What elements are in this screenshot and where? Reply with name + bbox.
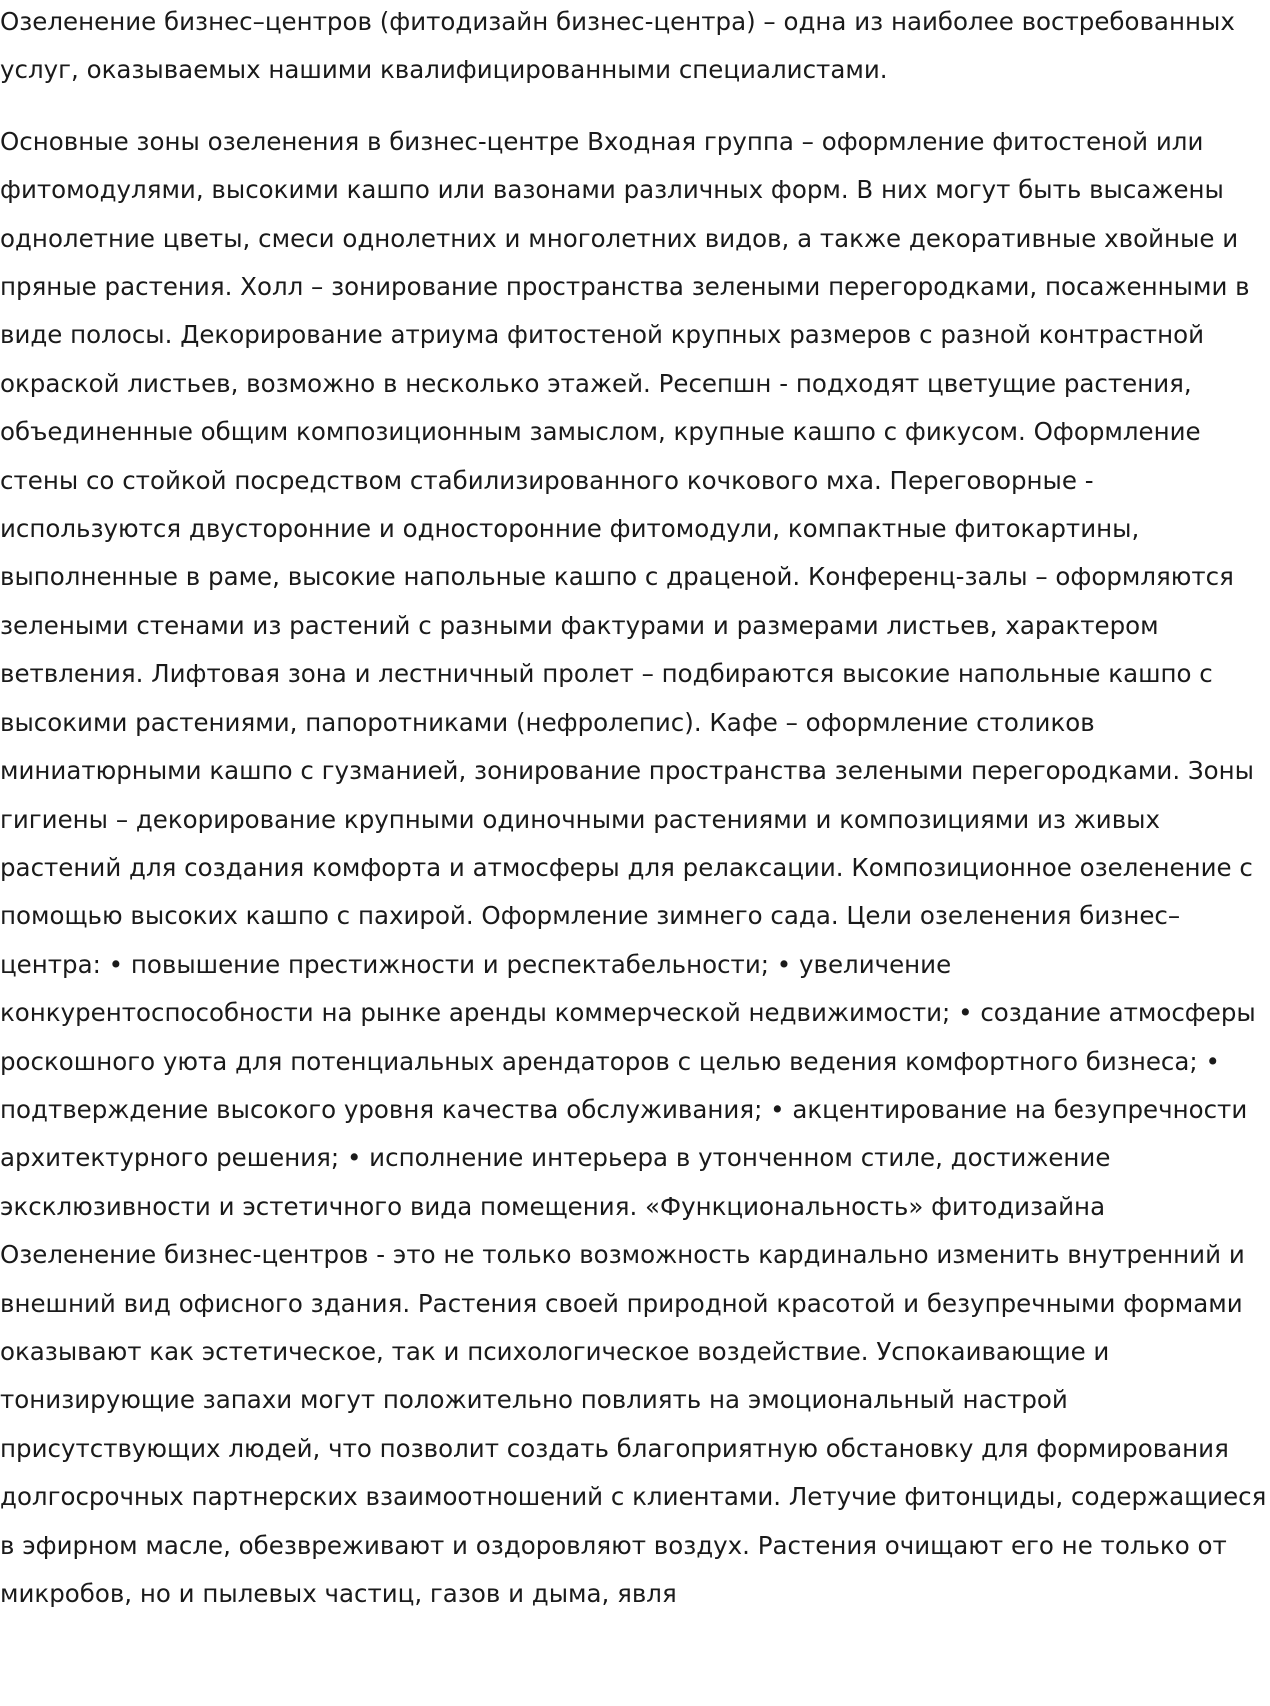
intro-paragraph: Озеленение бизнес–центров (фитодизайн бизнес-центра) – одна из наиболее востребованных услуг, оказываемых нашими квалифицированными специалистами. bbox=[0, 7, 1235, 85]
body-paragraph: Основные зоны озеленения в бизнес-центре Входная группа – оформление фитостеной или фитомодулями, высокими кашпо или вазонами различных форм. В них могут быть высажены однолетние цветы, смеси однолетних и многолетних видов, а также декоративные хвойные и пряные растения. Холл – зонирование пространства зелеными перегородками, посаженными в виде полосы. Декорирование атриума фитостеной крупных размеров с разной контрастной окраской листьев, возможно в несколько этажей. Ресепшн - подходят цветущие растения, объединенные общим композиционным замыслом, крупные кашпо с фикусом. Оформление стены со стойкой посредством стабилизированного кочкового мха. Переговорные - используются двусторонние и односторонние фитомодули, компактные фитокартины, выполненные в раме, высокие напольные кашпо с драценой. Конференц-залы – оформляются зелеными стенами из растений с разными фактурами и размерами листьев, характером ветвления. Лифтовая зона и лестничный пролет – подбираются высокие напольные кашпо с высокими растениями, папоротниками (нефролепис). Кафе – оформление столиков миниатюрными кашпо с гузманией, зонирование пространства зелеными перегородками. Зоны гигиены – декорирование крупными одиночными растениями и композициями из живых растений для создания комфорта и атмосферы для релаксации. Композиционное озеленение с помощью высоких кашпо с пахирой. Оформление зимнего сада. Цели озеленения бизнес–центра: • повышение престижности и респектабельности; • увеличение конкурентоспособности на рынке аренды коммерческой недвижимости; • создание атмосферы роскошного уюта для потенциальных арендаторов с целью ведения комфортного бизнеса; • подтверждение высокого уровня качества обслуживания; • акцентирование на безупречности архитектурного решения; • исполнение интерьера в утонченном стиле, достижение эксклюзивности и эстетичного вида помещения. «Функциональность» фитодизайна Озеленение бизнес-центров - это не только возможность кардинально изменить внутренний и внешний вид офисного здания. Растения своей природной красотой и безупречными формами оказывают как эстетическое, так и психологическое воздействие. Успокаивающие и тонизирующие запахи могут положительно повлиять на эмоциональный настрой присутствующих людей, что позволит создать благоприятную обстановку для формирования долгосрочных партнерских взаимоотношений с клиентами. Летучие фитонциды, содержащиеся в эфирном масле, обезвреживают и оздоровляют воздух. Растения очищают его не только от микробов, но и пылевых частиц, газов и дыма, явля bbox=[0, 126, 1267, 1608]
